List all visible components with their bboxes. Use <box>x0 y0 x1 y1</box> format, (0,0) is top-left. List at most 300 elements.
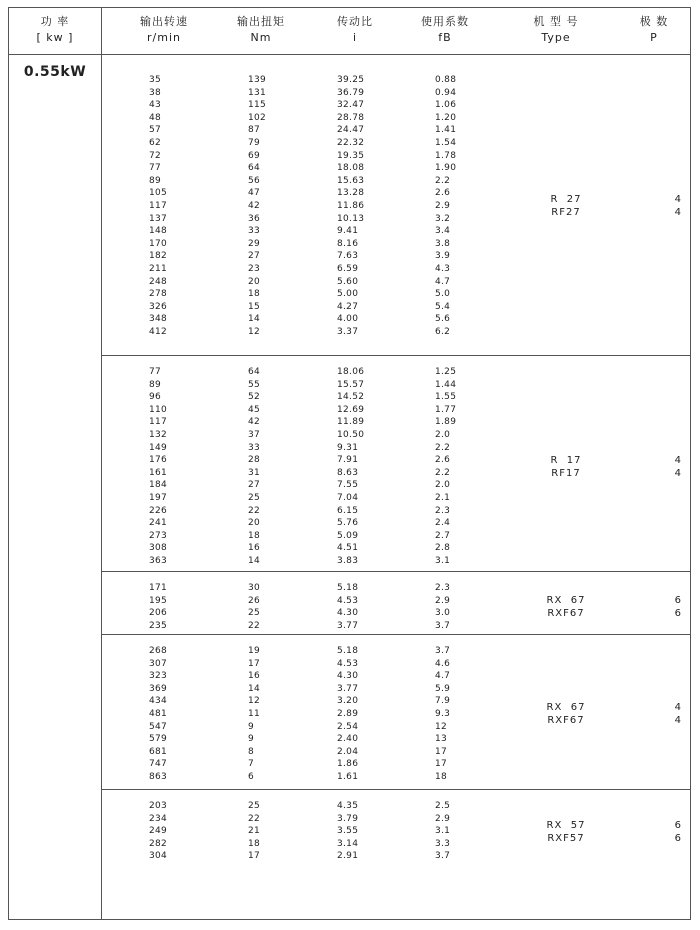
table-row <box>101 658 690 671</box>
output-speed-cell: 182 <box>149 251 168 262</box>
table-row <box>101 250 690 263</box>
table-row <box>101 313 690 326</box>
output-speed-cell: 268 <box>149 646 168 656</box>
output-torque-cell: 64 <box>248 367 261 377</box>
output-torque-cell: 36 <box>248 213 261 224</box>
output-speed-cell: 105 <box>149 188 168 199</box>
table-row <box>101 366 690 379</box>
output-speed-cell: 434 <box>149 696 168 707</box>
output-torque-cell: 8 <box>248 746 255 757</box>
output-torque-cell: 18 <box>248 530 261 541</box>
service-factor-cell: 3.1 <box>435 826 451 837</box>
output-speed-cell: 481 <box>149 709 168 719</box>
pole-count-line: 6 <box>674 608 681 620</box>
output-torque-cell: 79 <box>248 138 261 148</box>
model-type <box>526 819 606 845</box>
table-row <box>101 479 690 492</box>
output-speed-cell: 89 <box>149 175 162 186</box>
output-speed-cell: 171 <box>149 583 168 593</box>
ratio-cell: 1.61 <box>337 772 359 782</box>
output-speed-cell: 148 <box>149 226 168 237</box>
output-torque-cell: 115 <box>248 100 267 111</box>
output-torque-cell: 14 <box>248 556 261 566</box>
table-row <box>101 137 690 150</box>
table-row <box>101 404 690 417</box>
ratio-cell: 3.20 <box>337 696 359 707</box>
output-speed-cell: 369 <box>149 683 168 694</box>
model-type-line: R 27 <box>550 194 582 206</box>
ratio-cell: 4.35 <box>337 801 359 811</box>
ratio-cell: 18.06 <box>337 367 365 377</box>
output-speed-cell: 211 <box>149 264 168 274</box>
table-row <box>101 733 690 746</box>
output-speed-cell: 681 <box>149 746 168 757</box>
service-factor-cell: 3.9 <box>435 251 451 262</box>
service-factor-cell: 2.0 <box>435 480 451 491</box>
table-row <box>101 225 690 238</box>
output-torque-cell: 18 <box>248 289 261 300</box>
header-torque-unit: Nm <box>250 31 272 44</box>
table-row <box>101 99 690 112</box>
output-speed-cell: 184 <box>149 480 168 491</box>
ratio-cell: 7.55 <box>337 480 359 491</box>
service-factor-cell: 4.3 <box>435 264 451 274</box>
service-factor-cell: 2.1 <box>435 493 451 503</box>
service-factor-cell: 13 <box>435 734 448 745</box>
output-torque-cell: 16 <box>248 671 261 682</box>
output-speed-cell: 77 <box>149 367 162 377</box>
output-torque-cell: 25 <box>248 801 261 811</box>
data-group <box>101 54 690 356</box>
table-row <box>101 263 690 276</box>
ratio-cell: 4.51 <box>337 543 359 554</box>
output-torque-cell: 33 <box>248 226 261 237</box>
pole-count <box>631 454 681 480</box>
service-factor-cell: 1.20 <box>435 112 457 123</box>
table-row <box>101 379 690 392</box>
service-factor-cell: 3.7 <box>435 646 451 656</box>
header-factor-label: 使用系数 <box>421 15 469 28</box>
ratio-cell: 3.77 <box>337 620 359 631</box>
output-torque-cell: 23 <box>248 264 261 274</box>
table-row <box>101 175 690 188</box>
output-speed-cell: 89 <box>149 379 162 390</box>
model-type-line: RXF67 <box>547 608 585 620</box>
ratio-cell: 3.77 <box>337 683 359 694</box>
output-torque-cell: 12 <box>248 327 261 337</box>
ratio-cell: 10.13 <box>337 213 365 224</box>
service-factor-cell: 1.06 <box>435 100 457 111</box>
ratio-cell: 3.79 <box>337 813 359 824</box>
service-factor-cell: 2.4 <box>435 518 451 529</box>
table-row <box>101 530 690 543</box>
output-torque-cell: 16 <box>248 543 261 554</box>
ratio-cell: 5.76 <box>337 518 359 529</box>
ratio-cell: 5.60 <box>337 276 359 287</box>
power-value: 0.55kW <box>23 64 87 80</box>
header-torque-label: 输出扭矩 <box>237 15 285 28</box>
table-row <box>101 124 690 137</box>
pole-count-line: 4 <box>674 702 681 714</box>
service-factor-cell: 2.6 <box>435 188 451 199</box>
ratio-cell: 9.31 <box>337 442 359 453</box>
output-speed-cell: 117 <box>149 417 168 428</box>
output-speed-cell: 206 <box>149 608 168 619</box>
service-factor-cell: 2.2 <box>435 442 451 453</box>
ratio-cell: 3.83 <box>337 556 359 566</box>
output-torque-cell: 17 <box>248 658 261 669</box>
output-torque-cell: 102 <box>248 112 267 123</box>
service-factor-cell: 2.8 <box>435 543 451 554</box>
service-factor-cell: 4.7 <box>435 671 451 682</box>
service-factor-cell: 1.89 <box>435 417 457 428</box>
table-row <box>101 391 690 404</box>
header-type-unit: Type <box>541 31 571 44</box>
output-torque-cell: 22 <box>248 813 261 824</box>
service-factor-cell: 12 <box>435 721 448 732</box>
model-type <box>526 454 606 480</box>
model-type <box>526 701 606 727</box>
header-power-label: 功 率 <box>40 15 70 28</box>
output-torque-cell: 14 <box>248 314 261 325</box>
output-torque-cell: 18 <box>248 838 261 849</box>
model-type-line: RF17 <box>551 467 581 479</box>
table-row <box>101 288 690 301</box>
ratio-cell: 4.30 <box>337 671 359 682</box>
model-type-line: RX 57 <box>546 819 586 831</box>
service-factor-cell: 2.3 <box>435 583 451 593</box>
output-torque-cell: 131 <box>248 87 267 98</box>
table-row <box>101 442 690 455</box>
table-row <box>101 542 690 555</box>
header-power <box>9 14 101 46</box>
table-row <box>101 620 690 633</box>
service-factor-cell: 2.6 <box>435 455 451 466</box>
model-type <box>526 193 606 219</box>
pole-count <box>631 819 681 845</box>
output-speed-cell: 195 <box>149 595 168 606</box>
output-torque-cell: 7 <box>248 759 255 770</box>
ratio-cell: 15.57 <box>337 379 365 390</box>
output-speed-cell: 579 <box>149 734 168 745</box>
output-speed-cell: 96 <box>149 392 162 403</box>
output-speed-cell: 323 <box>149 671 168 682</box>
pole-count <box>631 193 681 219</box>
service-factor-cell: 2.9 <box>435 813 451 824</box>
output-speed-cell: 326 <box>149 301 168 312</box>
ratio-cell: 6.15 <box>337 505 359 516</box>
service-factor-cell: 3.2 <box>435 213 451 224</box>
ratio-cell: 2.91 <box>337 851 359 862</box>
output-torque-cell: 22 <box>248 620 261 631</box>
output-torque-cell: 42 <box>248 201 261 211</box>
ratio-cell: 3.37 <box>337 327 359 337</box>
table-row <box>101 800 690 813</box>
header-factor <box>400 14 490 46</box>
output-torque-cell: 47 <box>248 188 261 199</box>
table-row <box>101 112 690 125</box>
service-factor-cell: 1.78 <box>435 150 457 161</box>
ratio-cell: 7.04 <box>337 493 359 503</box>
pole-count <box>631 594 681 620</box>
pole-count-line: 4 <box>674 454 681 466</box>
service-factor-cell: 2.2 <box>435 175 451 186</box>
service-factor-cell: 18 <box>435 772 448 782</box>
service-factor-cell: 5.0 <box>435 289 451 300</box>
output-torque-cell: 31 <box>248 467 261 478</box>
header-poles <box>619 14 689 46</box>
table-row <box>101 645 690 658</box>
output-torque-cell: 55 <box>248 379 261 390</box>
ratio-cell: 10.50 <box>337 430 365 440</box>
output-speed-cell: 304 <box>149 851 168 862</box>
header-speed-label: 输出转速 <box>140 15 188 28</box>
output-speed-cell: 62 <box>149 138 162 148</box>
output-torque-cell: 42 <box>248 417 261 428</box>
ratio-cell: 24.47 <box>337 125 365 136</box>
ratio-cell: 7.91 <box>337 455 359 466</box>
table-row <box>101 771 690 784</box>
output-torque-cell: 22 <box>248 505 261 516</box>
ratio-cell: 3.55 <box>337 826 359 837</box>
ratio-cell: 4.27 <box>337 301 359 312</box>
output-speed-cell: 35 <box>149 75 162 85</box>
output-speed-cell: 43 <box>149 100 162 111</box>
output-speed-cell: 197 <box>149 493 168 503</box>
table-row <box>101 517 690 530</box>
output-speed-cell: 747 <box>149 759 168 770</box>
table-row <box>101 850 690 863</box>
table-row <box>101 74 690 87</box>
table-row <box>101 582 690 595</box>
table-row <box>101 492 690 505</box>
output-speed-cell: 863 <box>149 772 168 782</box>
output-speed-cell: 307 <box>149 658 168 669</box>
model-type <box>526 594 606 620</box>
output-speed-cell: 132 <box>149 430 168 440</box>
service-factor-cell: 1.25 <box>435 367 457 377</box>
output-speed-cell: 203 <box>149 801 168 811</box>
output-speed-cell: 176 <box>149 455 168 466</box>
output-torque-cell: 45 <box>248 404 261 415</box>
ratio-cell: 22.32 <box>337 138 365 148</box>
service-factor-cell: 0.88 <box>435 75 457 85</box>
model-type-line: RXF67 <box>547 715 585 727</box>
ratio-cell: 5.18 <box>337 646 359 656</box>
data-group <box>101 789 690 921</box>
table-row <box>101 162 690 175</box>
output-speed-cell: 235 <box>149 620 168 631</box>
table-row <box>101 326 690 339</box>
header-type <box>506 14 606 46</box>
output-speed-cell: 170 <box>149 238 168 249</box>
output-speed-cell: 248 <box>149 276 168 287</box>
output-speed-cell: 38 <box>149 87 162 98</box>
data-group <box>101 571 690 635</box>
header-poles-label: 极 数 <box>639 15 669 28</box>
pole-count-line: 4 <box>674 715 681 727</box>
service-factor-cell: 2.7 <box>435 530 451 541</box>
output-torque-cell: 29 <box>248 238 261 249</box>
ratio-cell: 8.16 <box>337 238 359 249</box>
output-torque-cell: 9 <box>248 721 255 732</box>
service-factor-cell: 3.8 <box>435 238 451 249</box>
header-ratio <box>310 14 400 46</box>
output-speed-cell: 278 <box>149 289 168 300</box>
output-torque-cell: 37 <box>248 430 261 440</box>
output-torque-cell: 11 <box>248 709 261 719</box>
service-factor-cell: 3.3 <box>435 838 451 849</box>
table-row <box>101 746 690 759</box>
header-power-unit: [ kw ] <box>36 31 74 44</box>
ratio-cell: 2.54 <box>337 721 359 732</box>
output-torque-cell: 64 <box>248 163 261 174</box>
output-speed-cell: 77 <box>149 163 162 174</box>
service-factor-cell: 1.41 <box>435 125 457 136</box>
output-torque-cell: 139 <box>248 75 267 85</box>
service-factor-cell: 4.6 <box>435 658 451 669</box>
table-row <box>101 301 690 314</box>
ratio-cell: 3.14 <box>337 838 359 849</box>
ratio-cell: 4.53 <box>337 595 359 606</box>
service-factor-cell: 5.4 <box>435 301 451 312</box>
model-type-line: RF27 <box>551 207 581 219</box>
gear-motor-selection-table <box>8 7 691 920</box>
output-speed-cell: 273 <box>149 530 168 541</box>
service-factor-cell: 17 <box>435 746 448 757</box>
output-speed-cell: 117 <box>149 201 168 211</box>
service-factor-cell: 2.0 <box>435 430 451 440</box>
service-factor-cell: 0.94 <box>435 87 457 98</box>
header-speed-unit: r/min <box>147 31 181 44</box>
table-row <box>101 150 690 163</box>
output-torque-cell: 69 <box>248 150 261 161</box>
ratio-cell: 7.63 <box>337 251 359 262</box>
pole-count-line: 6 <box>674 595 681 607</box>
table-row <box>101 758 690 771</box>
header-poles-unit: P <box>650 31 658 44</box>
ratio-cell: 4.30 <box>337 608 359 619</box>
header-speed <box>119 14 209 46</box>
service-factor-cell: 2.9 <box>435 201 451 211</box>
model-type-line: RX 67 <box>546 702 586 714</box>
service-factor-cell: 4.7 <box>435 276 451 287</box>
pole-count-line: 4 <box>674 467 681 479</box>
header-factor-unit: fB <box>438 31 452 44</box>
output-speed-cell: 137 <box>149 213 168 224</box>
output-torque-cell: 52 <box>248 392 261 403</box>
table-row <box>101 416 690 429</box>
model-type-line: RX 67 <box>546 595 586 607</box>
pole-count-line: 6 <box>674 819 681 831</box>
output-torque-cell: 27 <box>248 480 261 491</box>
output-torque-cell: 28 <box>248 455 261 466</box>
ratio-cell: 11.86 <box>337 201 365 211</box>
ratio-cell: 13.28 <box>337 188 365 199</box>
service-factor-cell: 5.9 <box>435 683 451 694</box>
output-speed-cell: 412 <box>149 327 168 337</box>
ratio-cell: 2.04 <box>337 746 359 757</box>
output-torque-cell: 20 <box>248 518 261 529</box>
service-factor-cell: 3.0 <box>435 608 451 619</box>
output-speed-cell: 282 <box>149 838 168 849</box>
service-factor-cell: 2.3 <box>435 505 451 516</box>
table-row <box>101 429 690 442</box>
header-ratio-unit: i <box>352 31 358 44</box>
data-group <box>101 634 690 790</box>
service-factor-cell: 3.7 <box>435 851 451 862</box>
ratio-cell: 28.78 <box>337 112 365 123</box>
table-row <box>101 683 690 696</box>
service-factor-cell: 1.54 <box>435 138 457 148</box>
output-torque-cell: 25 <box>248 608 261 619</box>
ratio-cell: 8.63 <box>337 467 359 478</box>
output-torque-cell: 9 <box>248 734 255 745</box>
ratio-cell: 39.25 <box>337 75 365 85</box>
output-torque-cell: 15 <box>248 301 261 312</box>
output-torque-cell: 33 <box>248 442 261 453</box>
output-speed-cell: 363 <box>149 556 168 566</box>
output-speed-cell: 161 <box>149 467 168 478</box>
service-factor-cell: 6.2 <box>435 327 451 337</box>
service-factor-cell: 1.55 <box>435 392 457 403</box>
output-torque-cell: 12 <box>248 696 261 707</box>
output-speed-cell: 249 <box>149 826 168 837</box>
ratio-cell: 2.89 <box>337 709 359 719</box>
service-factor-cell: 5.6 <box>435 314 451 325</box>
output-torque-cell: 6 <box>248 772 255 782</box>
table-row <box>101 276 690 289</box>
output-torque-cell: 87 <box>248 125 261 136</box>
ratio-cell: 12.69 <box>337 404 365 415</box>
service-factor-cell: 2.9 <box>435 595 451 606</box>
table-row <box>101 238 690 251</box>
output-speed-cell: 308 <box>149 543 168 554</box>
ratio-cell: 18.08 <box>337 163 365 174</box>
service-factor-cell: 1.77 <box>435 404 457 415</box>
ratio-cell: 32.47 <box>337 100 365 111</box>
service-factor-cell: 1.44 <box>435 379 457 390</box>
output-torque-cell: 30 <box>248 583 261 593</box>
table-row <box>101 87 690 100</box>
output-torque-cell: 14 <box>248 683 261 694</box>
service-factor-cell: 1.90 <box>435 163 457 174</box>
output-torque-cell: 17 <box>248 851 261 862</box>
ratio-cell: 36.79 <box>337 87 365 98</box>
output-speed-cell: 57 <box>149 125 162 136</box>
service-factor-cell: 3.4 <box>435 226 451 237</box>
header-type-label: 机 型 号 <box>533 15 579 28</box>
ratio-cell: 4.00 <box>337 314 359 325</box>
ratio-cell: 5.18 <box>337 583 359 593</box>
ratio-cell: 9.41 <box>337 226 359 237</box>
ratio-cell: 11.89 <box>337 417 365 428</box>
ratio-cell: 5.09 <box>337 530 359 541</box>
output-speed-cell: 226 <box>149 505 168 516</box>
ratio-cell: 19.35 <box>337 150 365 161</box>
model-type-line: R 17 <box>550 454 582 466</box>
pole-count-line: 6 <box>674 832 681 844</box>
service-factor-cell: 2.5 <box>435 801 451 811</box>
service-factor-cell: 7.9 <box>435 696 451 707</box>
output-torque-cell: 20 <box>248 276 261 287</box>
ratio-cell: 2.40 <box>337 734 359 745</box>
service-factor-cell: 3.7 <box>435 620 451 631</box>
output-speed-cell: 547 <box>149 721 168 732</box>
output-torque-cell: 21 <box>248 826 261 837</box>
model-type-line: RXF57 <box>547 832 585 844</box>
header-torque <box>216 14 306 46</box>
